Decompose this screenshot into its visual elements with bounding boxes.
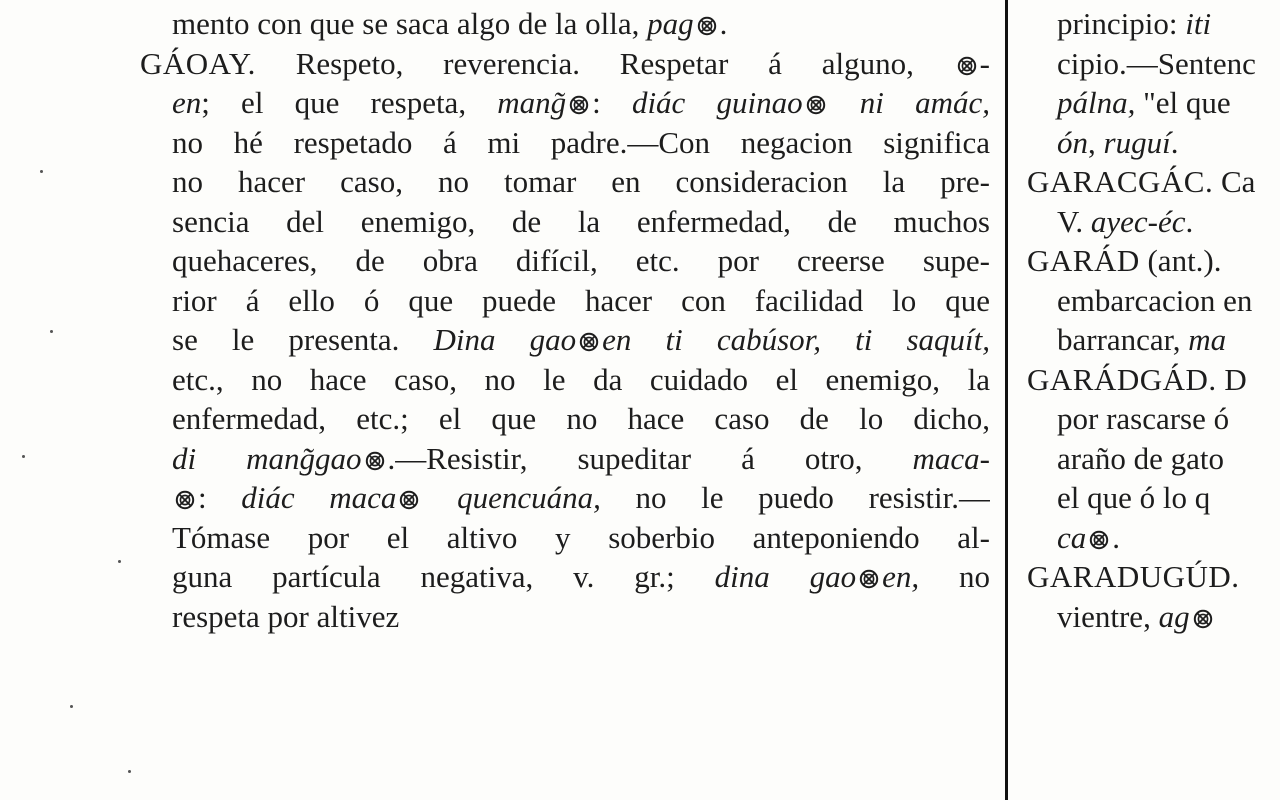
left-line: [140, 320, 990, 360]
entry-headword: GARÁDGÁD.: [1027, 361, 1217, 397]
entry-headword: GÁOAY.: [140, 45, 256, 81]
left-line: [140, 557, 990, 597]
italic-text: iti: [1185, 6, 1212, 41]
text-run: :: [198, 480, 242, 515]
text-run: embarcacion en: [1057, 282, 1253, 318]
crossed-circle-ornament-icon: [697, 16, 717, 36]
right-line: [1027, 439, 1280, 479]
text-run: ,: [1088, 124, 1104, 160]
text-run: principio:: [1057, 6, 1186, 41]
text-run: -: [979, 45, 990, 81]
right-line: [1027, 320, 1280, 360]
italic-text: diác maca: [241, 480, 397, 515]
text-run: enfermedad, etc.; el que no hace caso de lo dicho,: [172, 401, 990, 436]
left-line: [140, 83, 990, 123]
text-run: araño de gato: [1057, 440, 1224, 476]
text-run: "el que: [1135, 85, 1231, 120]
text-run: barrancar,: [1057, 322, 1189, 357]
crossed-circle-ornament-icon: [1089, 530, 1109, 550]
column-divider: [1005, 0, 1008, 800]
italic-text: di mang͂gao: [172, 440, 362, 476]
text-run: mento con que se saca algo de la olla,: [172, 6, 648, 41]
left-line: [140, 4, 990, 44]
crossed-circle-ornament-icon: [365, 451, 385, 471]
italic-text: ón: [1057, 124, 1088, 160]
right-line: [1027, 399, 1280, 439]
text-run: sencia del enemigo, de la enfermedad, de muchos: [172, 203, 990, 239]
text-run: (ant.).: [1139, 243, 1222, 278]
right-line: [1027, 241, 1280, 281]
left-column: [140, 0, 990, 636]
text-run: no hé respetado á mi padre.—Con negacion significa: [172, 124, 990, 160]
scan-speck: [118, 560, 121, 563]
italic-text: maca-: [912, 440, 990, 476]
left-line: [140, 202, 990, 242]
right-line: [1027, 202, 1280, 242]
crossed-circle-ornament-icon: [399, 490, 419, 510]
italic-text: ma: [1188, 322, 1227, 357]
text-run: rior á ello ó que puede hacer con facilidad lo que: [172, 282, 990, 318]
text-run: Ca: [1213, 164, 1256, 199]
italic-text: pálna,: [1057, 85, 1136, 120]
crossed-circle-ornament-icon: [957, 56, 977, 76]
text-run: .: [1170, 124, 1179, 160]
left-line: [140, 518, 990, 558]
left-line: [140, 44, 990, 84]
italic-text: ca: [1057, 519, 1087, 555]
crossed-circle-ornament-icon: [569, 95, 589, 115]
left-line: [140, 241, 990, 281]
italic-text: ni amác,: [828, 85, 990, 120]
italic-text: ayec-éc: [1090, 203, 1186, 239]
entry-headword: GARÁD: [1027, 243, 1140, 278]
text-run: .—Resistir, supeditar á otro,: [387, 440, 913, 476]
left-line: [140, 281, 990, 321]
right-line: [1027, 597, 1280, 637]
right-line: [1027, 4, 1280, 44]
text-run: .: [719, 6, 728, 41]
text-run: no: [919, 559, 990, 594]
text-run: guna partícula negativa, v. gr.;: [172, 559, 715, 594]
scan-speck: [70, 705, 73, 708]
italic-text: en ti cabúsor, ti saquít,: [602, 322, 990, 357]
left-line: [140, 162, 990, 202]
text-run: ; el que respeta,: [201, 85, 498, 120]
text-run: V.: [1057, 203, 1091, 239]
crossed-circle-ornament-icon: [806, 95, 826, 115]
text-run: Respeto, reverencia. Respetar á alguno,: [255, 45, 954, 81]
left-line: [140, 123, 990, 163]
right-column: [1027, 0, 1280, 636]
crossed-circle-ornament-icon: [175, 490, 195, 510]
text-run: D: [1216, 361, 1247, 397]
left-line: [140, 597, 990, 637]
text-run: cipio.—Sentenc: [1057, 45, 1256, 81]
right-line: [1027, 44, 1280, 84]
right-line: [1027, 518, 1280, 558]
italic-text: dina gao: [714, 559, 857, 594]
entry-headword: GARADUGÚD.: [1027, 559, 1240, 594]
left-line: [140, 360, 990, 400]
text-run: no le puedo resistir.—: [600, 480, 990, 515]
crossed-circle-ornament-icon: [579, 332, 599, 352]
entry-headword: GARACGÁC.: [1027, 164, 1214, 199]
italic-text: en,: [882, 559, 920, 594]
italic-text: quencuána,: [422, 480, 601, 515]
scan-speck: [40, 170, 43, 173]
text-run: vientre,: [1057, 598, 1159, 634]
italic-text: diác guinao: [631, 85, 803, 120]
text-run: se le presenta.: [172, 322, 434, 357]
crossed-circle-ornament-icon: [1193, 609, 1213, 629]
left-line: [140, 399, 990, 439]
text-run: Tómase por el altivo y soberbio anteponiendo al-: [172, 519, 990, 555]
text-run: respeta por altivez: [172, 598, 400, 634]
scan-speck: [22, 455, 25, 458]
right-line: [1027, 83, 1280, 123]
right-line: [1027, 478, 1280, 518]
italic-text: ag: [1158, 598, 1190, 634]
text-run: no hacer caso, no tomar en consideracion la pre-: [172, 164, 990, 199]
right-line: [1027, 557, 1280, 597]
italic-text: mang͂: [497, 85, 567, 120]
italic-text: Dina gao: [433, 322, 577, 357]
right-line: [1027, 281, 1280, 321]
left-line: [140, 478, 990, 518]
italic-text: en: [172, 85, 202, 120]
text-run: .: [1112, 519, 1121, 555]
scan-speck: [128, 770, 131, 773]
italic-text: pag: [647, 6, 694, 41]
text-run: etc., no hace caso, no le da cuidado el enemigo, la: [172, 361, 990, 397]
scan-speck: [50, 330, 53, 333]
right-line: [1027, 360, 1280, 400]
text-run: :: [592, 85, 632, 120]
left-line: [140, 439, 990, 479]
right-line: [1027, 162, 1280, 202]
text-run: .: [1185, 203, 1194, 239]
right-line: [1027, 123, 1280, 163]
crossed-circle-ornament-icon: [859, 569, 879, 589]
italic-text: ruguí: [1103, 124, 1171, 160]
text-run: por rascarse ó: [1057, 401, 1230, 436]
text-run: el que ó lo q: [1057, 480, 1211, 515]
text-run: quehaceres, de obra difícil, etc. por creerse supe-: [172, 243, 990, 278]
